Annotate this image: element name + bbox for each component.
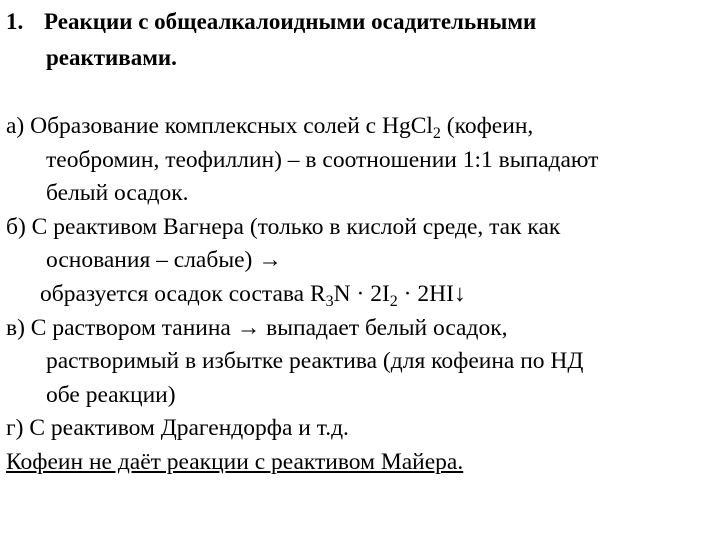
item-b-line-2: основания – слабые) → xyxy=(46,247,282,274)
item-a-line-2: теобромин, теофиллин) – в соотношении 1:1 выпадают xyxy=(46,146,599,173)
text: а) Образование комплексных солей с HgCl xyxy=(6,113,433,139)
text: · 2HI↓ xyxy=(397,280,466,307)
item-a-line-1 xyxy=(6,110,598,144)
item-g-line-1: г) С реактивом Драгендорфа и т.д. xyxy=(6,415,349,442)
title-line-1: Реакции с общеалкалоидными осадительными xyxy=(44,9,537,34)
subscript: 3 xyxy=(325,292,334,310)
item-b-line-3 xyxy=(6,278,598,312)
text: (кофеин, xyxy=(440,113,534,139)
title-number: 1. xyxy=(6,9,24,34)
item-v-line-3: обе реакции) xyxy=(46,381,176,408)
text: образуется осадок состава R xyxy=(40,280,326,307)
item-b-line-1: б) С реактивом Вагнера (только в кислой среде, так как xyxy=(6,213,561,240)
item-v-line-2: растворимый в избытке реактива (для кофеина по НД xyxy=(46,348,584,375)
item-a-line-3: белый осадок. xyxy=(46,180,189,207)
title-line-2: реактивами. xyxy=(46,45,177,70)
subscript: 2 xyxy=(389,292,398,310)
text: N · 2I xyxy=(333,280,390,307)
slide-title xyxy=(6,4,536,76)
slide-body xyxy=(6,110,598,480)
subscript: 2 xyxy=(432,125,441,142)
note-line: Кофеин не даёт реакции с реактивом Майера. xyxy=(6,448,464,475)
item-v-line-1: в) С раствором танина → выпадает белый осадок, xyxy=(6,314,508,341)
